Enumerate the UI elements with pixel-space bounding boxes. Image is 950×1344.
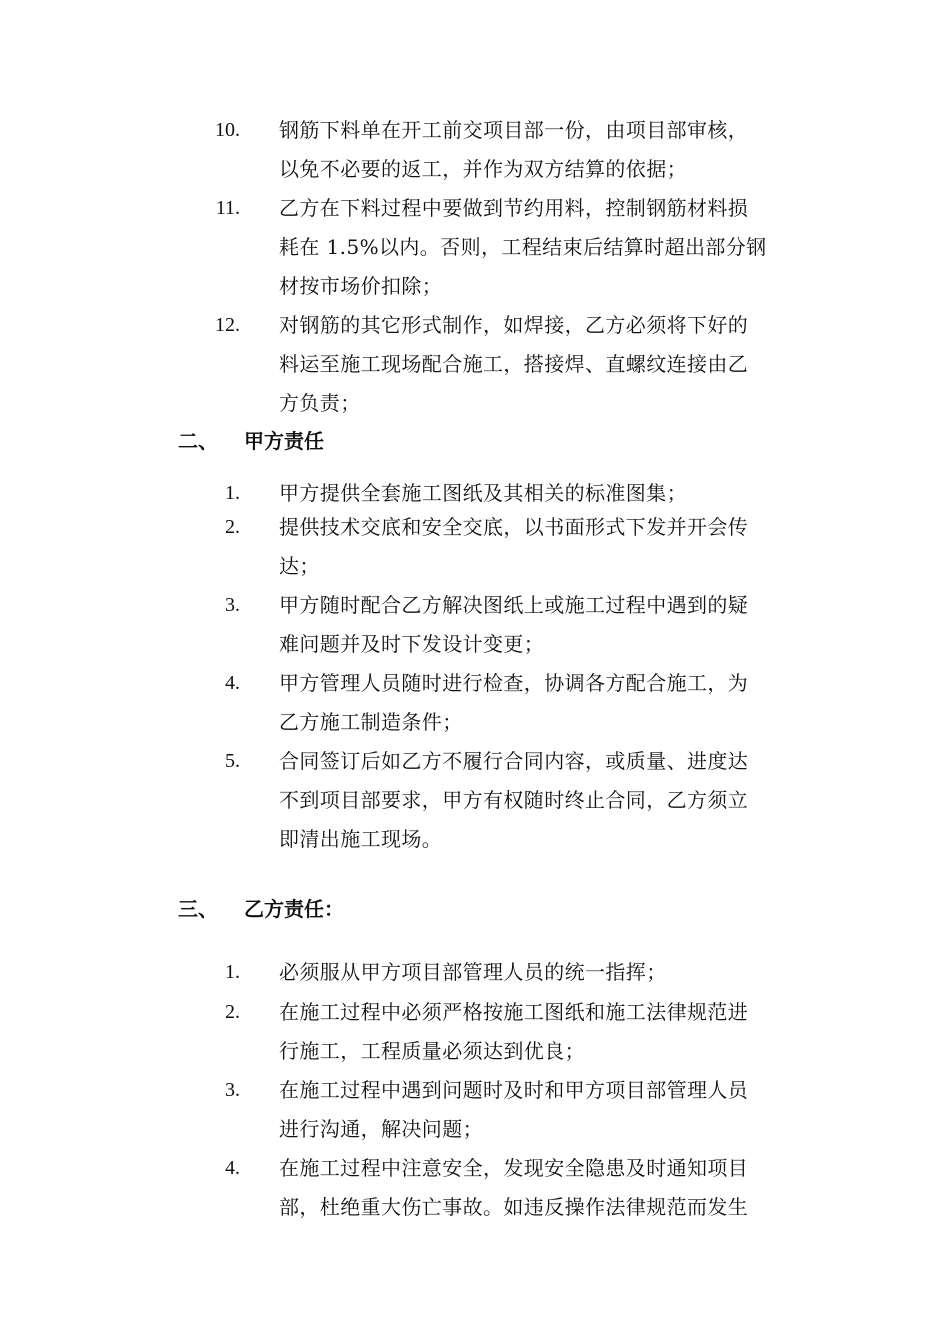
- item-text: [279, 1071, 819, 1149]
- section-title: 甲方责任: [244, 429, 324, 453]
- item-number: 5.: [225, 750, 240, 772]
- item-text-line: 必须服从甲方项目部管理人员的统一指挥；: [279, 960, 667, 984]
- item-text-line: 在施工过程中必须严格按施工图纸和施工法律规范进: [279, 1000, 749, 1024]
- item-text-line: 料运至施工现场配合施工，搭接焊、直螺纹连接由乙: [279, 352, 749, 376]
- item-text-line: 甲方随时配合乙方解决图纸上或施工过程中遇到的疑: [279, 593, 749, 617]
- section-title: 乙方责任：: [244, 897, 344, 921]
- item-text-line: 行施工，工程质量必须达到优良；: [279, 1039, 585, 1063]
- item-text-line: 在施工过程中遇到问题时及时和甲方项目部管理人员: [279, 1078, 749, 1102]
- item-text: [279, 664, 819, 742]
- item-text-line: 对钢筋的其它形式制作，如焊接，乙方必须将下好的: [279, 313, 749, 337]
- item-number: 10.: [215, 119, 240, 141]
- item-number: 3.: [225, 594, 240, 616]
- item-text-line: 进行沟通，解决问题；: [279, 1117, 483, 1141]
- item-text: [279, 111, 819, 189]
- item-text-line: 不到项目部要求，甲方有权随时终止合同，乙方须立: [279, 788, 749, 812]
- item-number: 4.: [225, 1157, 240, 1179]
- item-text: [279, 306, 819, 423]
- section-number: 二、: [178, 429, 218, 453]
- item-text-line: 钢筋下料单在开工前交项目部一份，由项目部审核，: [279, 118, 749, 142]
- item-text-line: 部，杜绝重大伤亡事故。如违反操作法律规范而发生: [279, 1195, 749, 1219]
- item-text-line: 甲方管理人员随时进行检查，协调各方配合施工，为: [279, 671, 749, 695]
- item-number: 1.: [225, 961, 240, 983]
- item-text: [279, 953, 819, 992]
- item-text-line: 甲方提供全套施工图纸及其相关的标准图集；: [279, 481, 687, 505]
- item-text-line: 在施工过程中注意安全，发现安全隐患及时通知项目: [279, 1156, 749, 1180]
- item-number: 2.: [225, 516, 240, 538]
- item-text: [279, 189, 819, 306]
- item-number: 3.: [225, 1079, 240, 1101]
- item-text: [279, 586, 819, 664]
- item-text-line: 提供技术交底和安全交底，以书面形式下发并开会传: [279, 515, 749, 539]
- item-text-line: 难问题并及时下发设计变更；: [279, 632, 545, 656]
- item-text-line: 合同签订后如乙方不履行合同内容，或质量、进度达: [279, 749, 749, 773]
- section-heading-2: [178, 422, 324, 461]
- item-text-line: 乙方施工制造条件；: [279, 710, 463, 734]
- item-text-line: 达；: [279, 554, 320, 578]
- item-text: [279, 742, 819, 859]
- section-heading-3: [178, 890, 344, 929]
- item-text-line: 即清出施工现场。: [279, 827, 443, 851]
- item-number: 12.: [215, 314, 240, 336]
- item-text: [279, 993, 819, 1071]
- item-text-line: 耗在 1.5%以内。否则，工程结束后结算时超出部分钢: [279, 235, 767, 259]
- item-text-line: 乙方在下料过程中要做到节约用料，控制钢筋材料损: [279, 196, 749, 220]
- item-text-line: 材按市场价扣除；: [279, 274, 443, 298]
- item-text: [279, 508, 819, 586]
- item-number: 11.: [215, 197, 240, 219]
- item-text-line: 以免不必要的返工，并作为双方结算的依据；: [279, 157, 687, 181]
- item-text-line: 方负责；: [279, 391, 361, 415]
- item-number: 1.: [225, 482, 240, 504]
- section-number: 三、: [178, 897, 218, 921]
- item-number: 4.: [225, 672, 240, 694]
- item-text: [279, 1149, 819, 1227]
- item-number: 2.: [225, 1001, 240, 1023]
